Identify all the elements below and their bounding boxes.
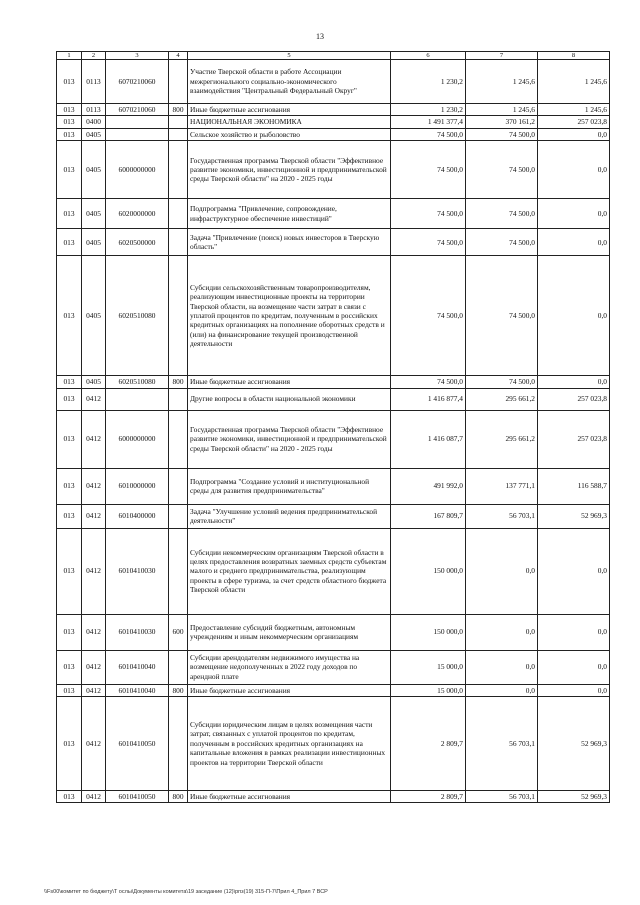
section-code-cell: 0400 — [82, 116, 106, 128]
item-name-cell: Участие Тверской области в работе Ассоциации межрегионального социально-экономического взаимодействия "Центральный Федеральный Округ" — [188, 60, 391, 104]
target-article-cell: 6010400000 — [106, 504, 169, 528]
target-article-cell: 6020000000 — [106, 199, 169, 229]
amount-2024-cell: 52 969,3 — [538, 504, 610, 528]
target-article-cell: 6000000000 — [106, 410, 169, 468]
expense-type-cell — [169, 60, 188, 104]
item-name-cell: Субсидии арендодателям недвижимого имущества на возмещение недополученных в 2022 году доходов по арендной плате — [188, 650, 391, 684]
expense-type-cell — [169, 199, 188, 229]
expense-type-cell — [169, 256, 188, 376]
amount-2023-cell: 74 500,0 — [466, 376, 538, 388]
amount-2022-cell: 74 500,0 — [391, 256, 466, 376]
amount-2022-cell: 74 500,0 — [391, 128, 466, 140]
ministry-code-cell: 013 — [57, 229, 82, 256]
amount-2023-cell: 0,0 — [466, 650, 538, 684]
amount-2024-cell: 0,0 — [538, 229, 610, 256]
item-name-cell: Государственная программа Тверской области "Эффективное развитие экономики, инвестиционной и предпринимательской среды Тверской области" на 2020 - 2025 годы — [188, 141, 391, 199]
item-name-cell: Задача "Привлечение (поиск) новых инвесторов в Тверскую область" — [188, 229, 391, 256]
amount-2023-cell: 295 661,2 — [466, 388, 538, 410]
ministry-code-cell: 013 — [57, 199, 82, 229]
section-code-cell: 0405 — [82, 376, 106, 388]
amount-2023-cell: 56 703,1 — [466, 791, 538, 803]
amount-2024-cell: 0,0 — [538, 376, 610, 388]
expense-type-cell — [169, 229, 188, 256]
expense-type-cell — [169, 528, 188, 614]
section-code-cell: 0412 — [82, 614, 106, 650]
item-name-cell: Задача "Улучшение условий ведения предпринимательской деятельности" — [188, 504, 391, 528]
amount-2022-cell: 1 230,2 — [391, 60, 466, 104]
section-code-cell: 0412 — [82, 410, 106, 468]
column-number: 6 — [391, 52, 466, 60]
target-article-cell: 6010410030 — [106, 614, 169, 650]
target-article-cell: 6010000000 — [106, 468, 169, 504]
table-row — [57, 650, 610, 684]
expense-type-cell — [169, 504, 188, 528]
item-name-cell: Предоставление субсидий бюджетным, автономным учреждениям и иным некоммерческим организациям — [188, 614, 391, 650]
section-code-cell: 0412 — [82, 468, 106, 504]
expense-type-cell — [169, 468, 188, 504]
table-row — [57, 528, 610, 614]
ministry-code-cell: 013 — [57, 116, 82, 128]
item-name-cell: Государственная программа Тверской области "Эффективное развитие экономики, инвестиционной и предпринимательской среды Тверской области" на 2020 - 2025 годы — [188, 410, 391, 468]
expense-type-cell — [169, 388, 188, 410]
amount-2023-cell: 137 771,1 — [466, 468, 538, 504]
item-name-cell: Подпрограмма "Привлечение, сопровождение, инфраструктурное обеспечение инвестиций" — [188, 199, 391, 229]
amount-2022-cell: 1 416 087,7 — [391, 410, 466, 468]
table-row — [57, 116, 610, 128]
amount-2023-cell: 74 500,0 — [466, 229, 538, 256]
target-article-cell: 6020510080 — [106, 376, 169, 388]
amount-2022-cell: 167 809,7 — [391, 504, 466, 528]
amount-2024-cell: 1 245,6 — [538, 60, 610, 104]
expense-type-cell — [169, 650, 188, 684]
table-row — [57, 468, 610, 504]
amount-2023-cell: 1 245,6 — [466, 104, 538, 116]
amount-2024-cell: 0,0 — [538, 684, 610, 696]
amount-2024-cell: 116 588,7 — [538, 468, 610, 504]
ministry-code-cell: 013 — [57, 791, 82, 803]
target-article-cell: 6070210060 — [106, 60, 169, 104]
amount-2024-cell: 0,0 — [538, 199, 610, 229]
section-code-cell: 0412 — [82, 528, 106, 614]
section-code-cell: 0412 — [82, 791, 106, 803]
table-row — [57, 256, 610, 376]
section-code-cell: 0405 — [82, 141, 106, 199]
amount-2024-cell: 257 023,8 — [538, 388, 610, 410]
target-article-cell: 6000000000 — [106, 141, 169, 199]
target-article-cell — [106, 388, 169, 410]
section-code-cell: 0405 — [82, 128, 106, 140]
amount-2022-cell: 15 000,0 — [391, 650, 466, 684]
section-code-cell: 0113 — [82, 60, 106, 104]
section-code-cell: 0113 — [82, 104, 106, 116]
file-path-footer: \\Fs00\комитет по бюджету\Т ослы\Документы комитета\19 заседание (12)\рпз(19) 315-П-7\Прил 4_Прил 7 ВСР — [44, 889, 328, 895]
amount-2022-cell: 2 809,7 — [391, 791, 466, 803]
expense-type-cell: 600 — [169, 614, 188, 650]
ministry-code-cell: 013 — [57, 410, 82, 468]
table-row — [57, 504, 610, 528]
ministry-code-cell: 013 — [57, 697, 82, 791]
amount-2022-cell: 74 500,0 — [391, 376, 466, 388]
amount-2023-cell: 74 500,0 — [466, 199, 538, 229]
target-article-cell: 6010410030 — [106, 528, 169, 614]
ministry-code-cell: 013 — [57, 388, 82, 410]
column-number-row — [57, 52, 610, 60]
amount-2024-cell: 0,0 — [538, 614, 610, 650]
amount-2023-cell: 74 500,0 — [466, 141, 538, 199]
expense-type-cell: 800 — [169, 684, 188, 696]
column-number: 7 — [466, 52, 538, 60]
column-number: 1 — [57, 52, 82, 60]
item-name-cell: Субсидии некоммерческим организациям Тверской области в целях предоставления возвратных заемных средств субъектам малого и среднего предпринимательства, реализующим проекты в сфере туризма, за счет средств областного бюджета Тверской области — [188, 528, 391, 614]
amount-2024-cell: 257 023,8 — [538, 410, 610, 468]
amount-2024-cell: 1 245,6 — [538, 104, 610, 116]
column-number: 2 — [82, 52, 106, 60]
table-row — [57, 141, 610, 199]
ministry-code-cell: 013 — [57, 614, 82, 650]
amount-2024-cell: 52 969,3 — [538, 697, 610, 791]
target-article-cell: 6010410050 — [106, 697, 169, 791]
amount-2022-cell: 74 500,0 — [391, 229, 466, 256]
amount-2023-cell: 56 703,1 — [466, 504, 538, 528]
amount-2024-cell: 52 969,3 — [538, 791, 610, 803]
item-name-cell: Субсидии сельскохозяйственным товаропроизводителям, реализующим инвестиционные проекты на территории Тверской области, на возмещение части затрат в связи с уплатой процентов по кредитам, полученным в российских кредитных организациях на пополнение оборотных средств и (или) на финансирование текущей производственной деятельности — [188, 256, 391, 376]
amount-2023-cell: 56 703,1 — [466, 697, 538, 791]
expense-type-cell — [169, 697, 188, 791]
expense-type-cell — [169, 410, 188, 468]
amount-2022-cell: 74 500,0 — [391, 141, 466, 199]
amount-2022-cell: 491 992,0 — [391, 468, 466, 504]
ministry-code-cell: 013 — [57, 141, 82, 199]
target-article-cell: 6070210060 — [106, 104, 169, 116]
expense-type-cell — [169, 116, 188, 128]
ministry-code-cell: 013 — [57, 684, 82, 696]
expense-type-cell: 800 — [169, 791, 188, 803]
ministry-code-cell: 013 — [57, 60, 82, 104]
item-name-cell: Иные бюджетные ассигнования — [188, 684, 391, 696]
table-row — [57, 614, 610, 650]
amount-2022-cell: 74 500,0 — [391, 199, 466, 229]
amount-2023-cell: 370 161,2 — [466, 116, 538, 128]
section-code-cell: 0412 — [82, 650, 106, 684]
table-row — [57, 229, 610, 256]
budget-table — [56, 51, 610, 803]
amount-2023-cell: 0,0 — [466, 614, 538, 650]
table-body — [57, 52, 610, 803]
amount-2022-cell: 1 416 877,4 — [391, 388, 466, 410]
table-row — [57, 697, 610, 791]
ministry-code-cell: 013 — [57, 504, 82, 528]
table-row — [57, 376, 610, 388]
item-name-cell: Другие вопросы в области национальной экономики — [188, 388, 391, 410]
amount-2023-cell: 295 661,2 — [466, 410, 538, 468]
section-code-cell: 0412 — [82, 697, 106, 791]
table-row — [57, 684, 610, 696]
expense-type-cell — [169, 128, 188, 140]
column-number: 5 — [188, 52, 391, 60]
target-article-cell: 6010410040 — [106, 650, 169, 684]
amount-2024-cell: 0,0 — [538, 128, 610, 140]
target-article-cell — [106, 128, 169, 140]
table-row — [57, 410, 610, 468]
ministry-code-cell: 013 — [57, 376, 82, 388]
amount-2023-cell: 1 245,6 — [466, 60, 538, 104]
item-name-cell: НАЦИОНАЛЬНАЯ ЭКОНОМИКА — [188, 116, 391, 128]
item-name-cell: Подпрограмма "Создание условий и институциональной среды для развития предпринимательства" — [188, 468, 391, 504]
column-number: 4 — [169, 52, 188, 60]
target-article-cell: 6020510080 — [106, 256, 169, 376]
amount-2022-cell: 2 809,7 — [391, 697, 466, 791]
section-code-cell: 0412 — [82, 504, 106, 528]
amount-2024-cell: 0,0 — [538, 528, 610, 614]
ministry-code-cell: 013 — [57, 256, 82, 376]
target-article-cell: 6020500000 — [106, 229, 169, 256]
item-name-cell: Субсидии юридическим лицам в целях возмещения части затрат, связанных с уплатой процентов по кредитам, полученным в российских кредитных организациях на капитальные вложения в рамках реализации инвестиционных проектов на территории Тверской области — [188, 697, 391, 791]
target-article-cell — [106, 116, 169, 128]
amount-2022-cell: 1 230,2 — [391, 104, 466, 116]
amount-2022-cell: 150 000,0 — [391, 528, 466, 614]
item-name-cell: Иные бюджетные ассигнования — [188, 104, 391, 116]
amount-2022-cell: 150 000,0 — [391, 614, 466, 650]
section-code-cell: 0405 — [82, 229, 106, 256]
table-row — [57, 199, 610, 229]
ministry-code-cell: 013 — [57, 468, 82, 504]
amount-2024-cell: 0,0 — [538, 141, 610, 199]
ministry-code-cell: 013 — [57, 104, 82, 116]
target-article-cell: 6010410040 — [106, 684, 169, 696]
expense-type-cell: 800 — [169, 376, 188, 388]
column-number: 3 — [106, 52, 169, 60]
table-row — [57, 60, 610, 104]
amount-2024-cell: 0,0 — [538, 256, 610, 376]
target-article-cell: 6010410050 — [106, 791, 169, 803]
section-code-cell: 0405 — [82, 256, 106, 376]
page-number: 13 — [316, 32, 324, 41]
amount-2023-cell: 74 500,0 — [466, 256, 538, 376]
amount-2023-cell: 0,0 — [466, 528, 538, 614]
item-name-cell: Сельское хозяйство и рыболовство — [188, 128, 391, 140]
amount-2024-cell: 0,0 — [538, 650, 610, 684]
section-code-cell: 0405 — [82, 199, 106, 229]
table-row — [57, 791, 610, 803]
expense-type-cell — [169, 141, 188, 199]
ministry-code-cell: 013 — [57, 128, 82, 140]
amount-2023-cell: 0,0 — [466, 684, 538, 696]
ministry-code-cell: 013 — [57, 650, 82, 684]
item-name-cell: Иные бюджетные ассигнования — [188, 791, 391, 803]
amount-2024-cell: 257 023,8 — [538, 116, 610, 128]
table-row — [57, 104, 610, 116]
section-code-cell: 0412 — [82, 388, 106, 410]
column-number: 8 — [538, 52, 610, 60]
table-row — [57, 388, 610, 410]
amount-2022-cell: 1 491 377,4 — [391, 116, 466, 128]
section-code-cell: 0412 — [82, 684, 106, 696]
item-name-cell: Иные бюджетные ассигнования — [188, 376, 391, 388]
expense-type-cell: 800 — [169, 104, 188, 116]
ministry-code-cell: 013 — [57, 528, 82, 614]
amount-2022-cell: 15 000,0 — [391, 684, 466, 696]
table-row — [57, 128, 610, 140]
amount-2023-cell: 74 500,0 — [466, 128, 538, 140]
